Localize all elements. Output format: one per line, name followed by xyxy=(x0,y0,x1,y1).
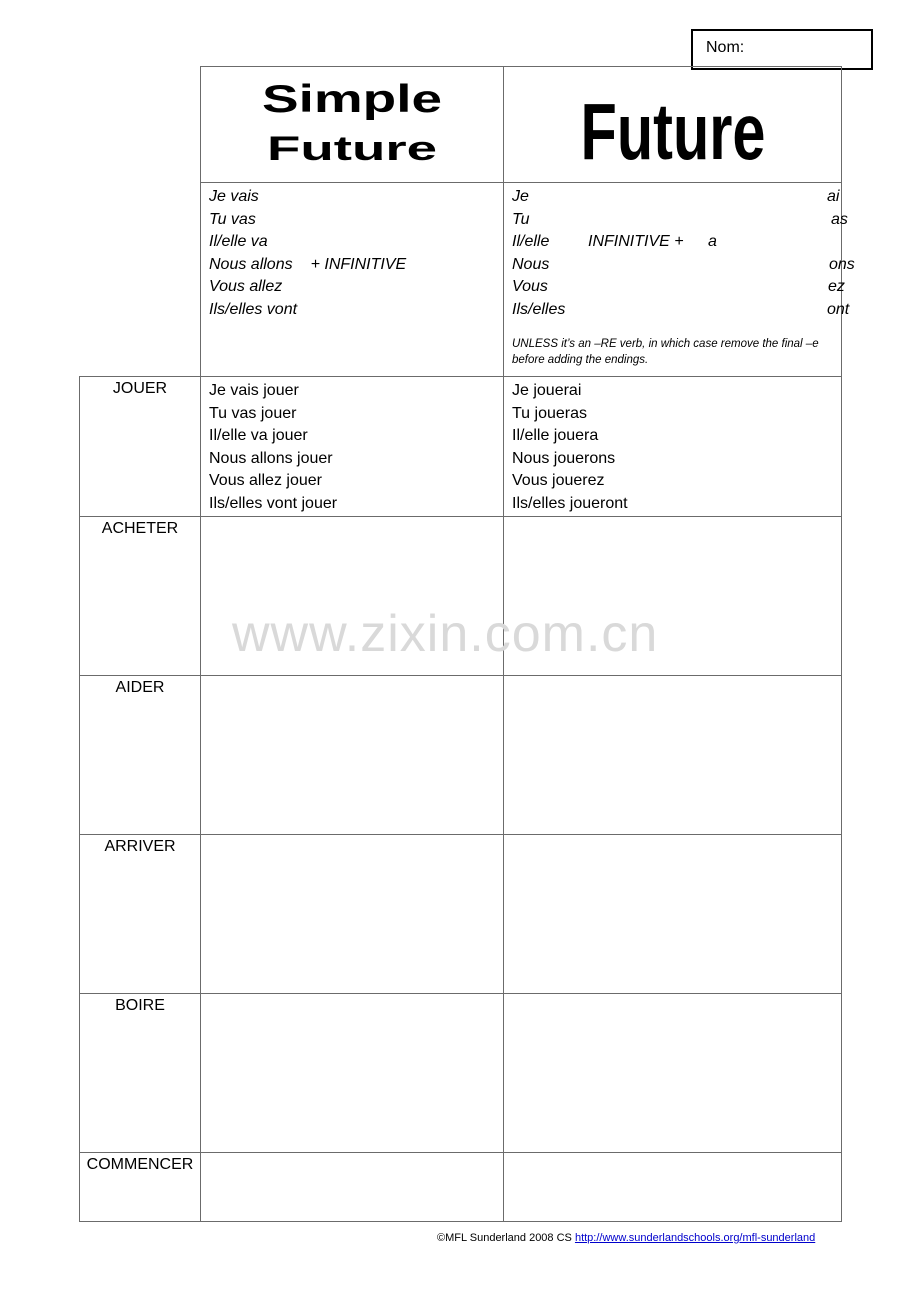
rule-line: Il/elle va xyxy=(209,233,268,251)
pronoun: Tu xyxy=(512,210,530,228)
future-rule-middle: INFINITIVE + xyxy=(588,233,684,251)
conjugation-line: Je jouerai xyxy=(512,382,582,399)
re-verb-note: UNLESS it’s an –RE verb, in which case remove the final –e before adding the endings. xyxy=(512,337,819,366)
footer-credit: ©MFL Sunderland 2008 CS xyxy=(437,1232,575,1244)
future-answer-cell[interactable] xyxy=(504,675,842,834)
verb-label: COMMENCER xyxy=(80,1152,201,1221)
simple-future-title-line1: Simple xyxy=(262,76,442,121)
future-title: Future xyxy=(580,87,765,176)
verb-label: BOIRE xyxy=(80,993,201,1152)
watermark: www.zixin.com.cn xyxy=(232,605,659,663)
future-title-art xyxy=(573,67,773,177)
rule-line: Ils/elles vont xyxy=(209,300,298,318)
simple-future-title-line2: Future xyxy=(267,130,437,168)
rule-line: Vous allez xyxy=(209,278,283,296)
simple-future-title-art xyxy=(252,67,452,177)
ending: ont xyxy=(827,300,850,318)
future-answer-cell[interactable] xyxy=(504,377,842,517)
ending: a xyxy=(708,233,717,251)
footer xyxy=(437,1232,815,1244)
simple-future-rule xyxy=(201,183,504,377)
conjugation-line: Tu vas jouer xyxy=(209,404,297,422)
ending: ez xyxy=(828,278,845,296)
blank-header-cell xyxy=(80,67,201,183)
simple-future-answer-cell[interactable] xyxy=(201,834,504,993)
conjugation-line: Ils/elles vont jouer xyxy=(209,494,338,512)
ending: ai xyxy=(827,188,840,205)
conjugation-line: Nous jouerons xyxy=(512,449,616,467)
future-rule xyxy=(504,183,855,377)
pronoun: Il/elle xyxy=(512,233,550,251)
conjugation-line: Vous allez jouer xyxy=(209,472,322,490)
future-answer-cell[interactable] xyxy=(504,834,842,993)
rule-line: Tu vas xyxy=(209,210,256,228)
pronoun: Je xyxy=(512,188,529,205)
rule-suffix: + INFINITIVE xyxy=(310,255,407,273)
pronoun: Nous xyxy=(512,255,550,273)
name-label: Nom: xyxy=(706,39,745,56)
conjugation-line: Il/elle jouera xyxy=(512,427,599,445)
conjugation-line: Je vais jouer xyxy=(209,382,299,399)
conjugation-line: Tu joueras xyxy=(512,404,587,422)
ending: as xyxy=(831,210,848,228)
verb-label: AIDER xyxy=(80,675,201,834)
verb-label: ARRIVER xyxy=(80,834,201,993)
future-header xyxy=(504,67,842,183)
simple-future-answer-cell[interactable] xyxy=(201,377,504,517)
simple-future-answer-cell[interactable] xyxy=(201,993,504,1152)
simple-future-answer-cell[interactable] xyxy=(201,675,504,834)
future-answer-cell[interactable] xyxy=(504,993,842,1152)
rule-line: Je vais xyxy=(209,188,259,205)
future-rule-grid xyxy=(512,186,855,322)
name-field[interactable] xyxy=(691,29,873,70)
conjugation-line: Nous allons jouer xyxy=(209,449,333,467)
conjugation-line: Vous jouerez xyxy=(512,472,605,490)
pronoun: Ils/elles xyxy=(512,300,566,318)
blank-rule-cell xyxy=(80,183,201,377)
simple-future-answer-cell[interactable] xyxy=(201,1152,504,1221)
pronoun: Vous xyxy=(512,278,548,296)
future-answer-cell[interactable] xyxy=(504,1152,842,1221)
rule-line: Nous allons + INFINITIVE xyxy=(209,255,407,273)
verb-label: JOUER xyxy=(80,377,201,517)
conjugation-line: Il/elle va jouer xyxy=(209,427,308,445)
verb-label: ACHETER xyxy=(80,516,201,675)
conjugation-line: Ils/elles joueront xyxy=(512,494,628,512)
footer-link[interactable]: http://www.sunderlandschools.org/mfl-sunderland xyxy=(574,1232,816,1244)
ending: ons xyxy=(829,255,855,273)
simple-future-header xyxy=(201,67,504,183)
